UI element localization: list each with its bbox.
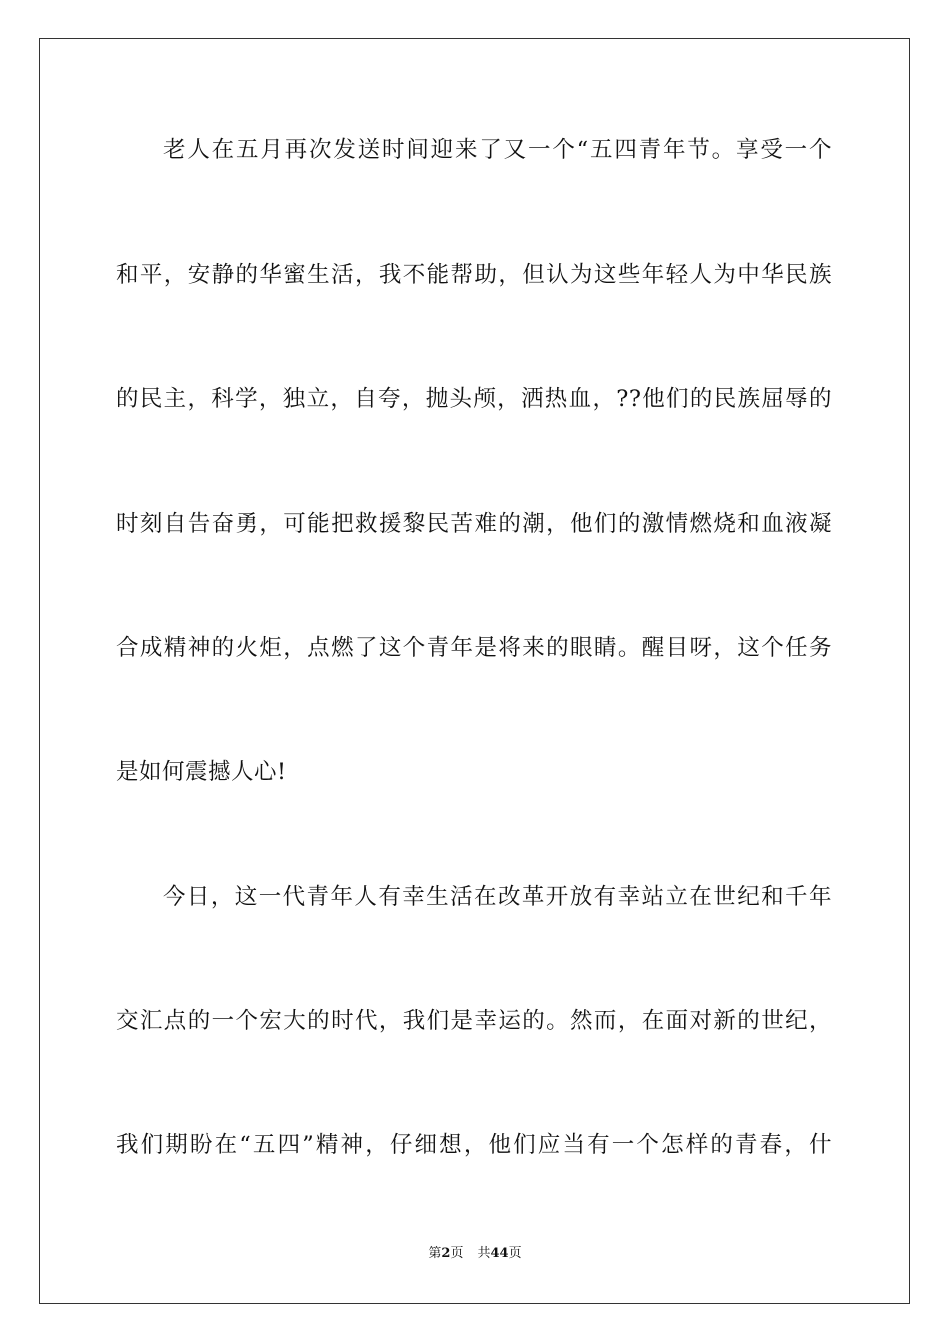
page-border	[39, 38, 910, 1304]
paragraph-1-line-6: 是如何震撼人心!	[116, 759, 287, 785]
paragraph-2-line-2: 交汇点的一个宏大的时代，我们是幸运的。然而，在面对新的世纪，	[116, 1008, 832, 1034]
page-label-prefix: 第	[428, 1246, 442, 1261]
paragraph-2-line-1: 今日，这一代青年人有幸生活在改革开放有幸站立在世纪和千年	[163, 884, 832, 910]
paragraph-2-line-3: 我们期盼在“五四”精神，仔细想，他们应当有一个怎样的青春，什	[116, 1132, 832, 1158]
page-footer	[0, 1245, 950, 1263]
paragraph-1-line-4: 时刻自告奋勇，可能把救援黎民苦难的潮，他们的激情燃烧和血液凝	[116, 511, 832, 537]
total-page-count: 44	[490, 1246, 509, 1261]
current-page-number: 2	[441, 1246, 451, 1261]
total-label-prefix: 共	[477, 1246, 491, 1261]
paragraph-1-line-2: 和平，安静的华蜜生活，我不能帮助，但认为这些年轻人为中华民族	[116, 262, 832, 288]
total-label-suffix: 页	[508, 1246, 522, 1261]
paragraph-1-line-3: 的民主，科学，独立，自夸，抛头颅，洒热血，??他们的民族屈辱的	[116, 386, 832, 412]
paragraph-1-line-1: 老人在五月再次发送时间迎来了又一个“五四青年节。享受一个	[163, 137, 832, 163]
paragraph-1-line-5: 合成精神的火炬，点燃了这个青年是将来的眼睛。醒目呀，这个任务	[116, 635, 832, 661]
page-label-suffix: 页	[450, 1246, 464, 1261]
